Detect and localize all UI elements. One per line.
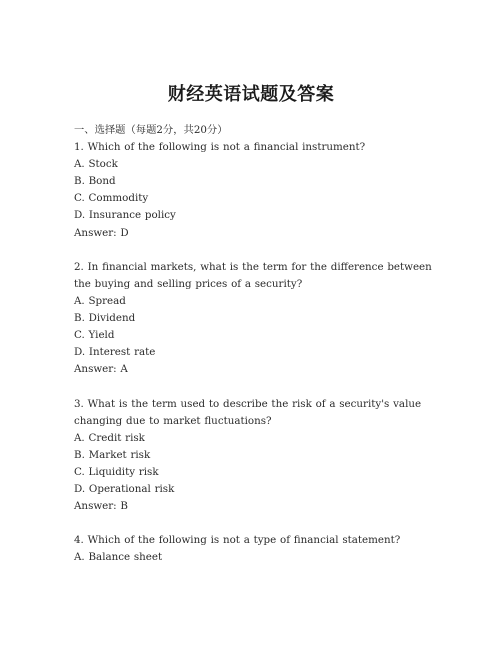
- question-text: 1. Which of the following is not a financial instrument?: [74, 141, 366, 154]
- question-text: 4. Which of the following is not a type of financial statement?: [74, 534, 401, 547]
- option: C. Commodity: [74, 192, 149, 205]
- option: B. Market risk: [74, 448, 151, 461]
- question-4: [74, 532, 434, 566]
- question-2: [74, 259, 434, 379]
- section-heading: 一、选择题（每题2分，共20分）: [74, 124, 228, 136]
- option: C. Liquidity risk: [74, 465, 159, 478]
- option: A. Spread: [74, 294, 126, 307]
- option: C. Yield: [74, 329, 115, 342]
- option: B. Bond: [74, 175, 116, 188]
- question-text: 2. In financial markets, what is the term for the difference between the buying and selling prices of a security?: [74, 260, 432, 290]
- question-1: [74, 139, 434, 242]
- option: D. Insurance policy: [74, 209, 176, 222]
- answer: Answer: B: [74, 500, 128, 513]
- question-text: 3. What is the term used to describe the risk of a security's value changing due to market fluctuations?: [74, 397, 422, 427]
- option: A. Balance sheet: [74, 551, 163, 564]
- spacer: [74, 242, 434, 259]
- option: A. Credit risk: [74, 431, 145, 444]
- answer: Answer: D: [74, 226, 129, 239]
- option: D. Interest rate: [74, 346, 156, 359]
- option: B. Dividend: [74, 312, 136, 325]
- option: A. Stock: [74, 158, 118, 171]
- document-title: 财经英语试题及答案: [167, 84, 335, 105]
- spacer: [74, 515, 434, 532]
- question-3: [74, 396, 434, 516]
- answer: Answer: A: [74, 363, 128, 376]
- spacer: [74, 378, 434, 395]
- option: D. Operational risk: [74, 482, 175, 495]
- document-body: [74, 122, 434, 566]
